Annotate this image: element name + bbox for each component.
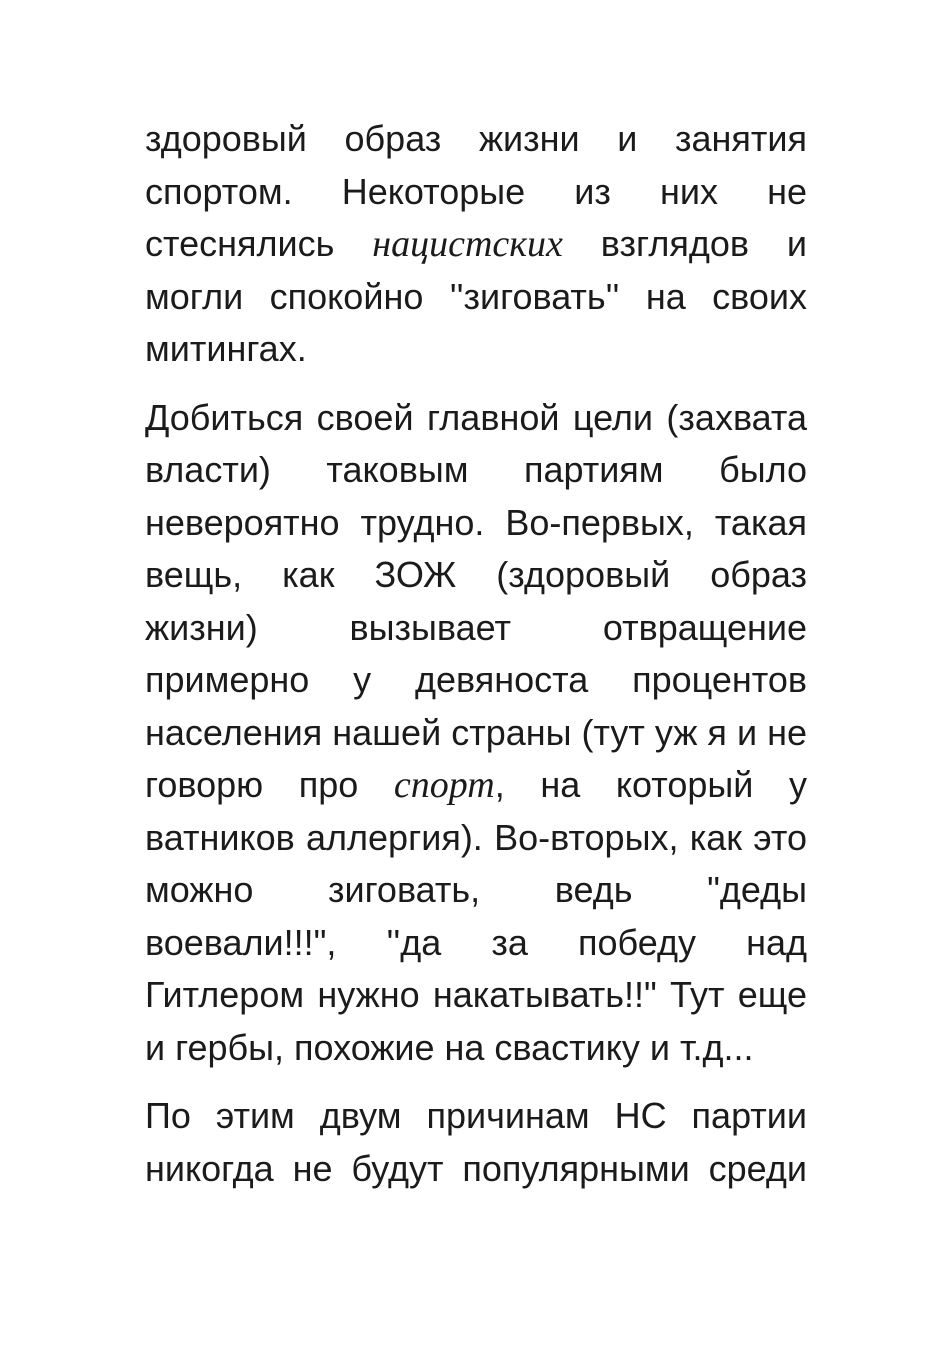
paragraph-1-italic-word: нацистских [372,223,563,265]
paragraph-1 [145,113,807,376]
paragraph-1-text-b: взглядов и могли спокойно ''зиговать'' на своих митингах. [145,223,807,369]
paragraph-2 [145,392,807,1075]
paragraph-3-text: По этим двум причинам НС партии никогда не будут популярными среди [145,1095,807,1189]
paragraph-1-text-a: здоровый образ жизни и занятия спортом. Некоторые из них не стеснялись [145,118,807,264]
paragraph-2-italic-word: спорт [393,764,495,806]
paragraph-2-text-b: , на который у ватников аллергия). Во-вторых, как это можно зиговать, ведь "деды воевали!!!", ''да за победу над Гитлером нужно накатывать!!" Тут еще и гербы, похожие на свастику и т.д... [145,764,808,1068]
document-page [145,113,807,1211]
paragraph-2-text-a: Добиться своей главной цели (захвата власти) таковым партиям было невероятно трудно. Во-первых, такая вещь, как ЗОЖ (здоровый образ жизни) вызывает отвращение примерно у девяноста процентов населения нашей страны (тут уж я и не говорю про [145,396,807,805]
paragraph-3 [145,1090,807,1195]
